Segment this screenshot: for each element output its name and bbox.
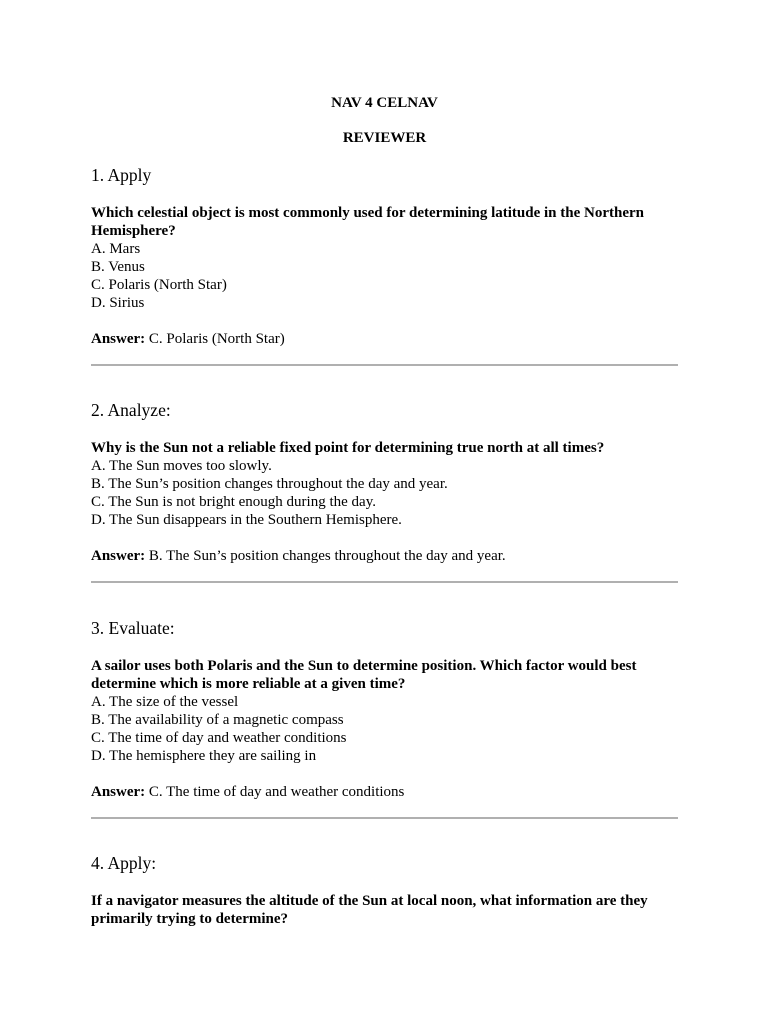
option-a: A. Mars (91, 241, 141, 257)
option-b: B. The availability of a magnetic compass (91, 712, 344, 728)
option-c: C. The time of day and weather conditions (91, 730, 347, 746)
answer-options (91, 693, 678, 765)
answer-options (91, 240, 678, 312)
option-d: D. Sirius (91, 295, 145, 311)
question-section-4 (91, 853, 678, 928)
answer-line (91, 547, 678, 565)
answer-text: C. The time of day and weather conditions (148, 784, 405, 800)
option-b: B. Venus (91, 259, 145, 275)
answer-text: C. Polaris (North Star) (148, 331, 285, 347)
section-heading: 2. Analyze: (91, 400, 171, 420)
answer-line (91, 330, 678, 348)
option-d: D. The Sun disappears in the Southern Hemisphere. (91, 512, 402, 528)
option-a: A. The Sun moves too slowly. (91, 458, 272, 474)
question-text: A sailor uses both Polaris and the Sun to determine position. Which factor would best determine which is more reliable at a given time? (91, 658, 637, 692)
section-divider (91, 581, 678, 583)
option-c: C. The Sun is not bright enough during the day. (91, 494, 376, 510)
section-heading: 3. Evaluate: (91, 618, 175, 638)
option-c: C. Polaris (North Star) (91, 277, 227, 293)
question-text: If a navigator measures the altitude of the Sun at local noon, what information are they primarily trying to determine? (91, 893, 648, 927)
answer-label: Answer: (91, 331, 146, 347)
question-section-3 (91, 618, 678, 801)
answer-label: Answer: (91, 548, 146, 564)
document-title: NAV 4 CELNAV (331, 95, 438, 111)
question-text: Why is the Sun not a reliable fixed point for determining true north at all times? (91, 440, 605, 456)
option-a: A. The size of the vessel (91, 694, 239, 710)
question-section-2 (91, 400, 678, 565)
answer-label: Answer: (91, 784, 146, 800)
question-text: Which celestial object is most commonly used for determining latitude in the Northern Hemisphere? (91, 205, 645, 239)
answer-options (91, 457, 678, 529)
question-section-1 (91, 165, 678, 348)
document-subtitle: REVIEWER (342, 130, 427, 146)
section-heading: 4. Apply: (91, 853, 157, 873)
option-b: B. The Sun’s position changes throughout the day and year. (91, 476, 448, 492)
section-divider (91, 817, 678, 819)
answer-line (91, 783, 678, 801)
option-d: D. The hemisphere they are sailing in (91, 748, 317, 764)
section-heading: 1. Apply (91, 165, 152, 185)
answer-text: B. The Sun’s position changes throughout the day and year. (148, 548, 506, 564)
section-divider (91, 364, 678, 366)
